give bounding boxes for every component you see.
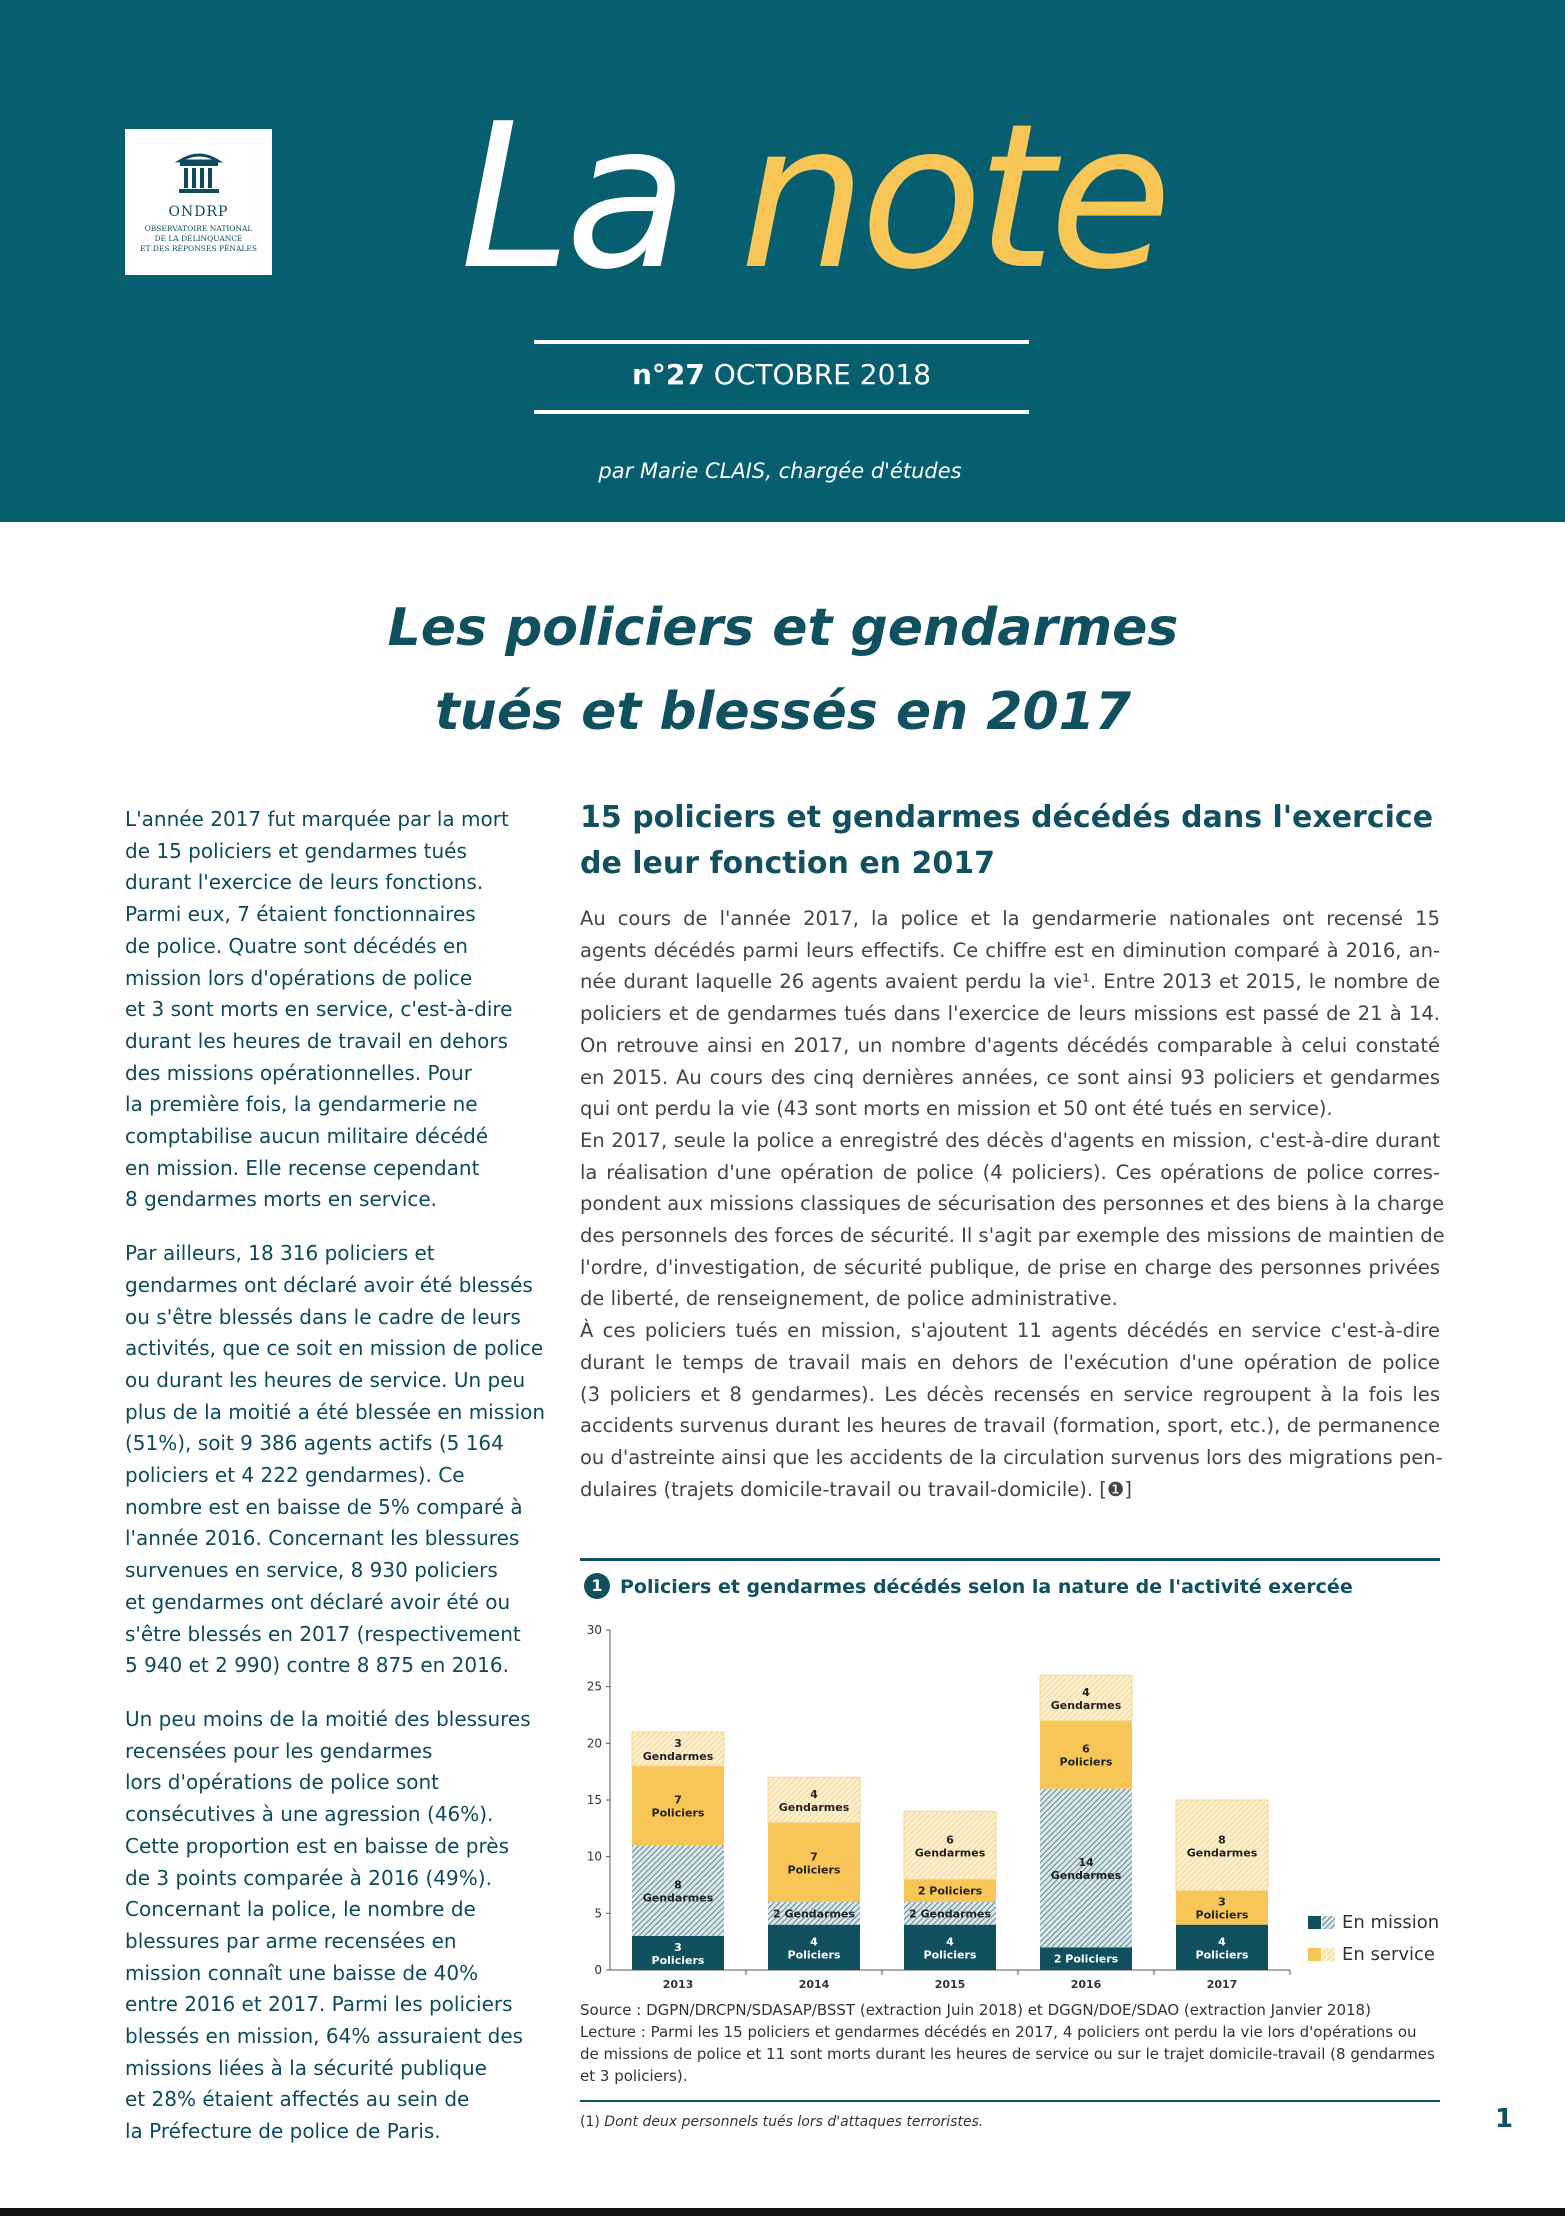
footnote-text: Dont deux personnels tués lors d'attaques terroristes. (604, 2114, 984, 2130)
data-label: Gendarmes (914, 1846, 986, 1860)
x-tick-label: 2013 (662, 1978, 694, 1991)
body-line: pondent aux missions classiques de sécurisation des personnes et des biens à la charge (580, 1192, 1445, 1216)
data-label: Policiers (923, 1948, 977, 1962)
body-line: On retrouve ainsi en 2017, un nombre d'agents décédés comparable à celui constaté (580, 1033, 1440, 1057)
text-line: durant l'exercice de leurs fonctions. (125, 870, 484, 895)
figure-rule-top (580, 1558, 1440, 1561)
body-line: accidents survenus durant les heures de travail (formation, sport, etc.), de permanence (580, 1414, 1440, 1438)
data-label: Policiers (1059, 1755, 1113, 1769)
legend-swatch (1308, 1948, 1321, 1961)
data-label: 3 (1218, 1895, 1226, 1909)
body-line: policiers et de gendarmes tués dans l'exercice de leurs missions est passé de 21 à 14. (580, 1002, 1440, 1026)
masthead (460, 81, 1167, 314)
figure-rule-bottom (580, 2100, 1440, 2102)
page-number: 1 (1495, 2104, 1514, 2134)
footnote (580, 2114, 983, 2130)
data-label: 4 (1082, 1686, 1090, 1699)
data-label: 6 (1082, 1742, 1090, 1756)
data-label: 2 Gendarmes (909, 1907, 991, 1921)
figure-number-badge: 1 (584, 1573, 610, 1599)
text-line: Cette proportion est en baisse de près (125, 1833, 509, 1858)
body-line: durant le temps de travail mais en dehors de l'exécution d'une opération de police (580, 1350, 1440, 1374)
legend-swatch (1322, 1948, 1335, 1961)
text-line: s'être blessés en 2017 (respectivement (125, 1621, 521, 1646)
legend-swatch (1308, 1916, 1321, 1929)
x-tick-label: 2014 (798, 1978, 830, 1991)
text-line: 8 gendarmes morts en service. (125, 1187, 438, 1212)
body-line: À ces policiers tués en mission, s'ajoutent 11 agents décédés en service c'est-à-dire (580, 1319, 1440, 1343)
text-line: ou s'être blessés dans le cadre de leurs (125, 1304, 521, 1329)
data-label: 4 (946, 1935, 954, 1949)
legend-label: En service (1342, 1944, 1435, 1965)
footnote-number: (1) (580, 2114, 600, 2130)
data-label: Policiers (1195, 1948, 1249, 1962)
data-label: Policiers (787, 1948, 841, 1962)
body-line: Au cours de l'année 2017, la police et la gendarmerie nationales ont recensé 15 (580, 907, 1440, 930)
text-line: consécutives à une agression (46%). (125, 1802, 494, 1827)
y-tick-label: 15 (586, 1793, 602, 1807)
body-line: née durant laquelle 26 agents avaient perdu la vie¹. Entre 2013 et 2015, le nombre de (580, 970, 1440, 994)
masthead-word-note: note (739, 81, 1167, 314)
data-label: 14 (1078, 1856, 1094, 1869)
text-line: de 3 points comparée à 2016 (49%). (125, 1865, 492, 1890)
body-line: qui ont perdu la vie (43 sont morts en mission et 50 ont été tués en service). (580, 1097, 1333, 1121)
ondrp-logo (125, 129, 272, 275)
figure-title: Policiers et gendarmes décédés selon la nature de l'activité exercée (620, 1576, 1353, 1598)
data-label: 3 (674, 1737, 682, 1750)
text-line: Un peu moins de la moitié des blessures (125, 1706, 531, 1731)
text-line: et 3 sont morts en service, c'est-à-dire (125, 997, 513, 1022)
text-line: recensées pour les gendarmes (125, 1738, 433, 1763)
issue-rule-top (534, 340, 1029, 344)
summary-paragraph (125, 804, 535, 1216)
y-tick-label: 5 (594, 1906, 602, 1921)
text-line: Par ailleurs, 18 316 policiers et (125, 1241, 435, 1266)
data-label: 6 (946, 1833, 954, 1847)
x-tick-label: 2015 (934, 1978, 966, 1991)
data-label: Policiers (651, 1806, 705, 1820)
body-line: agents décédés parmi leurs effectifs. Ce chiffre est en diminution comparé à 2016, an- (580, 938, 1440, 962)
logo-full-name: OBSERVATOIRE NATIONAL DE LA DÉLINQUANCE ET DES RÉPONSES PÉNALES (140, 224, 257, 253)
data-label: 4 (810, 1935, 818, 1949)
source-line: Source : DGPN/DRCPN/SDASAP/BSST (extraction Juin 2018) et DGGN/DOE/SDAO (extraction Janvier 2018) (580, 2001, 1371, 2019)
data-label: 7 (674, 1793, 682, 1807)
reading-line: Lecture : Parmi les 15 policiers et gendarmes décédés en 2017, 4 policiers ont perdu la vie lors d'opérations ou (580, 2023, 1417, 2041)
data-label: 4 (1218, 1935, 1226, 1949)
legend-swatch (1322, 1916, 1335, 1929)
data-label: Gendarmes (642, 1891, 714, 1905)
body-line: en 2015. Au cours des cinq dernières années, ce sont ainsi 93 policiers et gendarmes (580, 1065, 1440, 1089)
body-line: ou d'astreinte ainsi que les accidents de la circulation survenus lors des migrations pen- (580, 1445, 1443, 1469)
text-line: entre 2016 et 2017. Parmi les policiers (125, 1992, 513, 2017)
reading-line: et 3 policiers). (580, 2067, 688, 2085)
text-line: lors d'opérations de police sont (125, 1770, 440, 1795)
text-line: en mission. Elle recense cependant (125, 1155, 480, 1180)
text-line: survenues en service, 8 930 policiers (125, 1558, 498, 1583)
x-tick-label: 2016 (1070, 1978, 1102, 1991)
byline-author: Marie CLAIS, (639, 459, 772, 483)
data-label: Gendarmes (1186, 1846, 1258, 1860)
summary-paragraph (125, 1704, 535, 2148)
text-line: de police. Quatre sont décédés en (125, 933, 468, 958)
text-line: Concernant la police, le nombre de (125, 1897, 476, 1922)
text-line: 5 940 et 2 990) contre 8 875 en 2016. (125, 1653, 509, 1678)
text-line: ou durant les heures de service. Un peu (125, 1367, 526, 1392)
reading-line: de missions de police et 11 sont morts durant les heures de service ou sur le trajet domicile-travail (8 gendarmes (580, 2045, 1435, 2063)
body-line: des personnels des forces de sécurité. Il s'agit par exemple des missions de maintien de (580, 1224, 1445, 1248)
stacked-bar-chart (580, 1615, 1440, 1995)
body-line: de liberté, de renseignement, de police administrative. (580, 1287, 1118, 1311)
text-line: activités, que ce soit en mission de police (125, 1336, 544, 1361)
text-line: nombre est en baisse de 5% comparé à (125, 1494, 523, 1519)
text-line: blessures par arme recensées en (125, 1928, 457, 1953)
body-line: l'ordre, d'investigation, de sécurité publique, de prise en charge des personnes privées (580, 1255, 1440, 1279)
text-line: de 15 policiers et gendarmes tués (125, 838, 467, 863)
y-tick-label: 25 (586, 1679, 602, 1694)
text-line: et 28% étaient affectés au sein de (125, 2087, 470, 2112)
data-label: Gendarmes (1050, 1699, 1122, 1712)
data-label: 2 Gendarmes (773, 1907, 855, 1921)
body-line: En 2017, seule la police a enregistré des décès d'agents en mission, c'est-à-dire durant (580, 1128, 1440, 1152)
text-line: plus de la moitié a été blessée en mission (125, 1399, 546, 1424)
data-label: Policiers (651, 1954, 705, 1967)
data-label: Policiers (787, 1863, 841, 1877)
text-line: Parmi eux, 7 étaient fonctionnaires (125, 902, 476, 927)
y-tick-label: 20 (586, 1736, 602, 1751)
data-label: Gendarmes (778, 1801, 850, 1814)
text-line: gendarmes ont déclaré avoir été blessés (125, 1272, 533, 1297)
page-title: Les policiers et gendarmes tués et blessés en 2017 (387, 598, 1179, 742)
text-line: la première fois, la gendarmerie ne (125, 1092, 478, 1117)
section-body (580, 903, 1445, 1505)
text-line: l'année 2016. Concernant les blessures (125, 1526, 520, 1551)
data-label: Gendarmes (642, 1750, 714, 1763)
data-label: 2 Policiers (917, 1884, 983, 1898)
text-line: et gendarmes ont déclaré avoir été ou (125, 1589, 511, 1614)
text-line: missions liées à la sécurité publique (125, 2055, 487, 2080)
legend-label: En mission (1342, 1912, 1440, 1933)
text-line: durant les heures de travail en dehors (125, 1028, 509, 1053)
text-line: mission lors d'opérations de police (125, 965, 473, 990)
data-label: 8 (674, 1878, 682, 1892)
text-line: mission connaît une baisse de 40% (125, 1960, 479, 1985)
data-label: 8 (1218, 1833, 1226, 1847)
issue-date: OCTOBRE 2018 (713, 358, 932, 391)
data-label: 4 (810, 1788, 818, 1801)
section-title: 15 policiers et gendarmes décédés dans l'exercice de leur fonction en 2017 (580, 800, 1434, 881)
summary-paragraph (125, 1238, 546, 1682)
data-label: 2 Policiers (1053, 1952, 1119, 1966)
issue-line (534, 358, 1029, 391)
logo-acronym: ONDRP (168, 204, 229, 220)
x-tick-label: 2017 (1206, 1978, 1238, 1991)
byline: par Marie CLAIS, chargée d'études (598, 459, 962, 483)
text-line: la Préfecture de police de Paris. (125, 2119, 441, 2144)
masthead-word-la: La (460, 81, 682, 314)
bottom-rule (0, 2208, 1565, 2216)
body-line: (3 policiers et 8 gendarmes). Les décès recensés en service regroupent à la fois les (580, 1382, 1440, 1406)
issue-number: n°27 (631, 358, 705, 391)
body-line: la réalisation d'une opération de police (4 policiers). Ces opérations de police corres- (580, 1160, 1440, 1184)
text-line: L'année 2017 fut marquée par la mort (125, 807, 509, 831)
figure-source (580, 1999, 1440, 2087)
y-tick-label: 10 (586, 1849, 602, 1864)
issue-rule-bottom (534, 410, 1029, 414)
text-line: (51%), soit 9 386 agents actifs (5 164 (125, 1431, 504, 1456)
data-label: Gendarmes (1050, 1869, 1122, 1882)
text-line: comptabilise aucun militaire décédé (125, 1124, 489, 1149)
data-label: Policiers (1195, 1908, 1249, 1922)
text-line: des missions opérationnelles. Pour (125, 1060, 472, 1085)
body-line: dulaires (trajets domicile-travail ou travail-domicile). [❶] (580, 1477, 1132, 1501)
header-band (0, 0, 1565, 522)
text-line: blessés en mission, 64% assuraient des (125, 2024, 524, 2049)
text-line: policiers et 4 222 gendarmes). Ce (125, 1463, 465, 1488)
data-label: 3 (674, 1941, 682, 1954)
summary-column (125, 804, 546, 2170)
building-pillars-icon (174, 147, 224, 197)
y-tick-label: 30 (586, 1623, 602, 1637)
data-label: 7 (810, 1850, 818, 1864)
y-tick-label: 0 (594, 1963, 602, 1977)
